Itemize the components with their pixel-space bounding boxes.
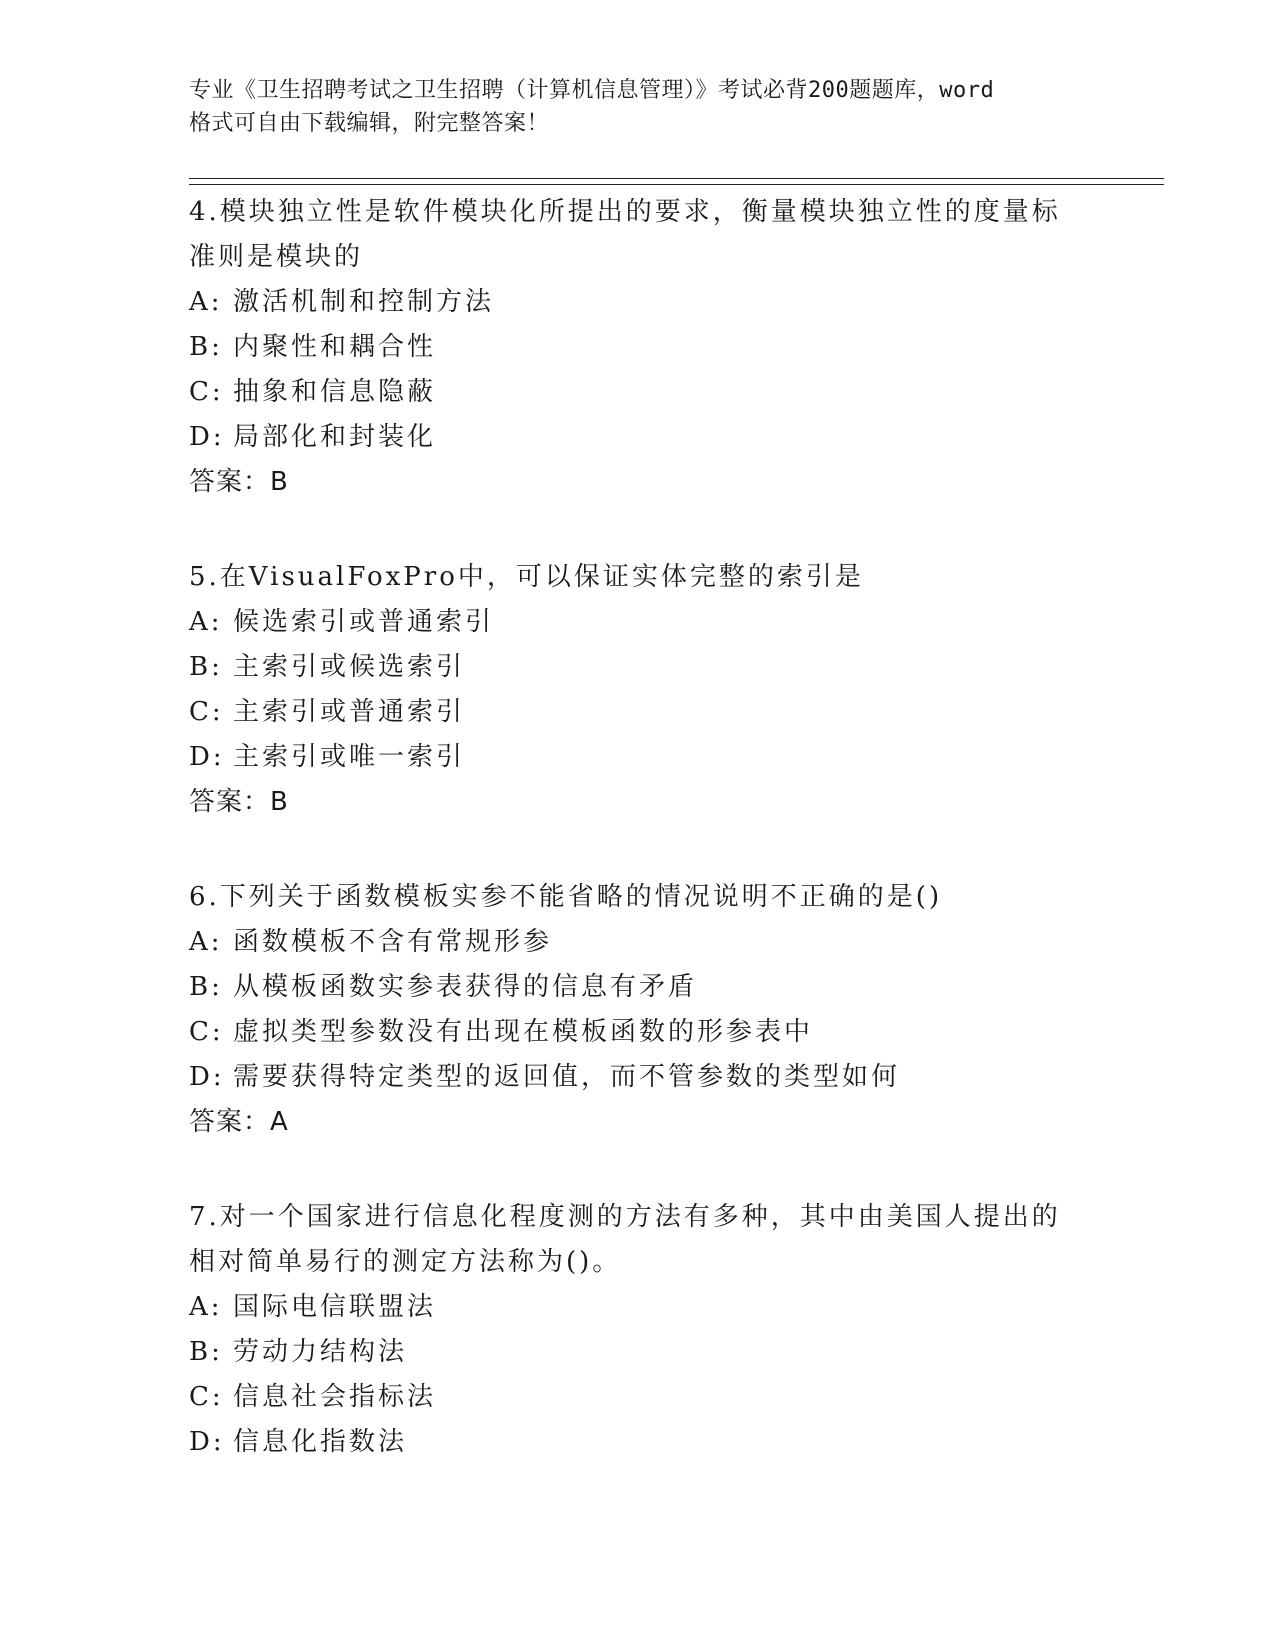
option-text: 局部化和封装化 (233, 422, 437, 452)
option-letter: A: (189, 927, 223, 957)
option-letter: A: (189, 607, 223, 637)
document-header (189, 74, 1089, 140)
question-option (189, 415, 1089, 460)
question-option (189, 1420, 1089, 1465)
option-letter: C: (189, 1017, 224, 1047)
question-option (189, 1285, 1089, 1330)
option-text: 从模板函数实参表获得的信息有矛盾 (233, 972, 698, 1002)
header-line-1: 专业《卫生招聘考试之卫生招聘（计算机信息管理）》考试必背200题题库，word (189, 78, 995, 103)
option-letter: D: (189, 422, 225, 452)
question-item (189, 1195, 1089, 1465)
question-list (189, 190, 1089, 1515)
header-divider-top (189, 178, 1164, 179)
option-letter: A: (189, 287, 223, 317)
option-letter: B: (189, 332, 223, 362)
option-letter: D: (189, 742, 225, 772)
question-option (189, 325, 1089, 370)
question-option (189, 370, 1089, 415)
question-stem-line: 准则是模块的 (189, 242, 364, 272)
question-item (189, 875, 1089, 1145)
option-text: 信息化指数法 (233, 1427, 408, 1457)
header-divider-bottom (189, 184, 1164, 185)
question-option (189, 600, 1089, 645)
question-stem-line: 5.在VisualFoxPro中，可以保证实体完整的索引是 (189, 562, 864, 592)
option-letter: A: (189, 1292, 223, 1322)
question-option (189, 735, 1089, 780)
question-option (189, 690, 1089, 735)
question-stem-line: 7.对一个国家进行信息化程度测的方法有多种，其中由美国人提出的 (189, 1202, 1061, 1232)
option-letter: C: (189, 377, 224, 407)
header-line-2: 格式可自由下载编辑，附完整答案！ (189, 111, 550, 136)
question-stem-line: 4.模块独立性是软件模块化所提出的要求，衡量模块独立性的度量标 (189, 197, 1061, 227)
question-option (189, 280, 1089, 325)
option-letter: D: (189, 1427, 225, 1457)
question-item (189, 555, 1089, 825)
question-option (189, 1010, 1089, 1055)
question-answer: 答案：B (189, 467, 289, 497)
question-answer: 答案：A (189, 1107, 289, 1137)
question-item (189, 190, 1089, 505)
option-text: 激活机制和控制方法 (233, 287, 495, 317)
option-text: 虚拟类型参数没有出现在模板函数的形参表中 (233, 1017, 814, 1047)
option-text: 信息社会指标法 (233, 1382, 437, 1412)
question-option (189, 1330, 1089, 1375)
option-letter: B: (189, 652, 223, 682)
option-text: 劳动力结构法 (233, 1337, 408, 1367)
option-text: 需要获得特定类型的返回值，而不管参数的类型如何 (233, 1062, 901, 1092)
option-text: 候选索引或普通索引 (233, 607, 495, 637)
option-letter: C: (189, 697, 224, 727)
question-option (189, 1375, 1089, 1420)
option-text: 主索引或候选索引 (233, 652, 466, 682)
question-stem-line: 相对简单易行的测定方法称为()。 (189, 1247, 622, 1277)
option-text: 函数模板不含有常规形参 (233, 927, 553, 957)
question-option (189, 965, 1089, 1010)
option-text: 内聚性和耦合性 (233, 332, 437, 362)
option-letter: C: (189, 1382, 224, 1412)
option-letter: D: (189, 1062, 225, 1092)
option-text: 抽象和信息隐蔽 (233, 377, 437, 407)
question-option (189, 920, 1089, 965)
question-option (189, 1055, 1089, 1100)
option-text: 主索引或普通索引 (233, 697, 466, 727)
question-option (189, 645, 1089, 690)
question-answer: 答案：B (189, 787, 289, 817)
option-text: 国际电信联盟法 (233, 1292, 437, 1322)
option-text: 主索引或唯一索引 (233, 742, 466, 772)
option-letter: B: (189, 1337, 223, 1367)
option-letter: B: (189, 972, 223, 1002)
question-stem-line: 6.下列关于函数模板实参不能省略的情况说明不正确的是() (189, 882, 943, 912)
